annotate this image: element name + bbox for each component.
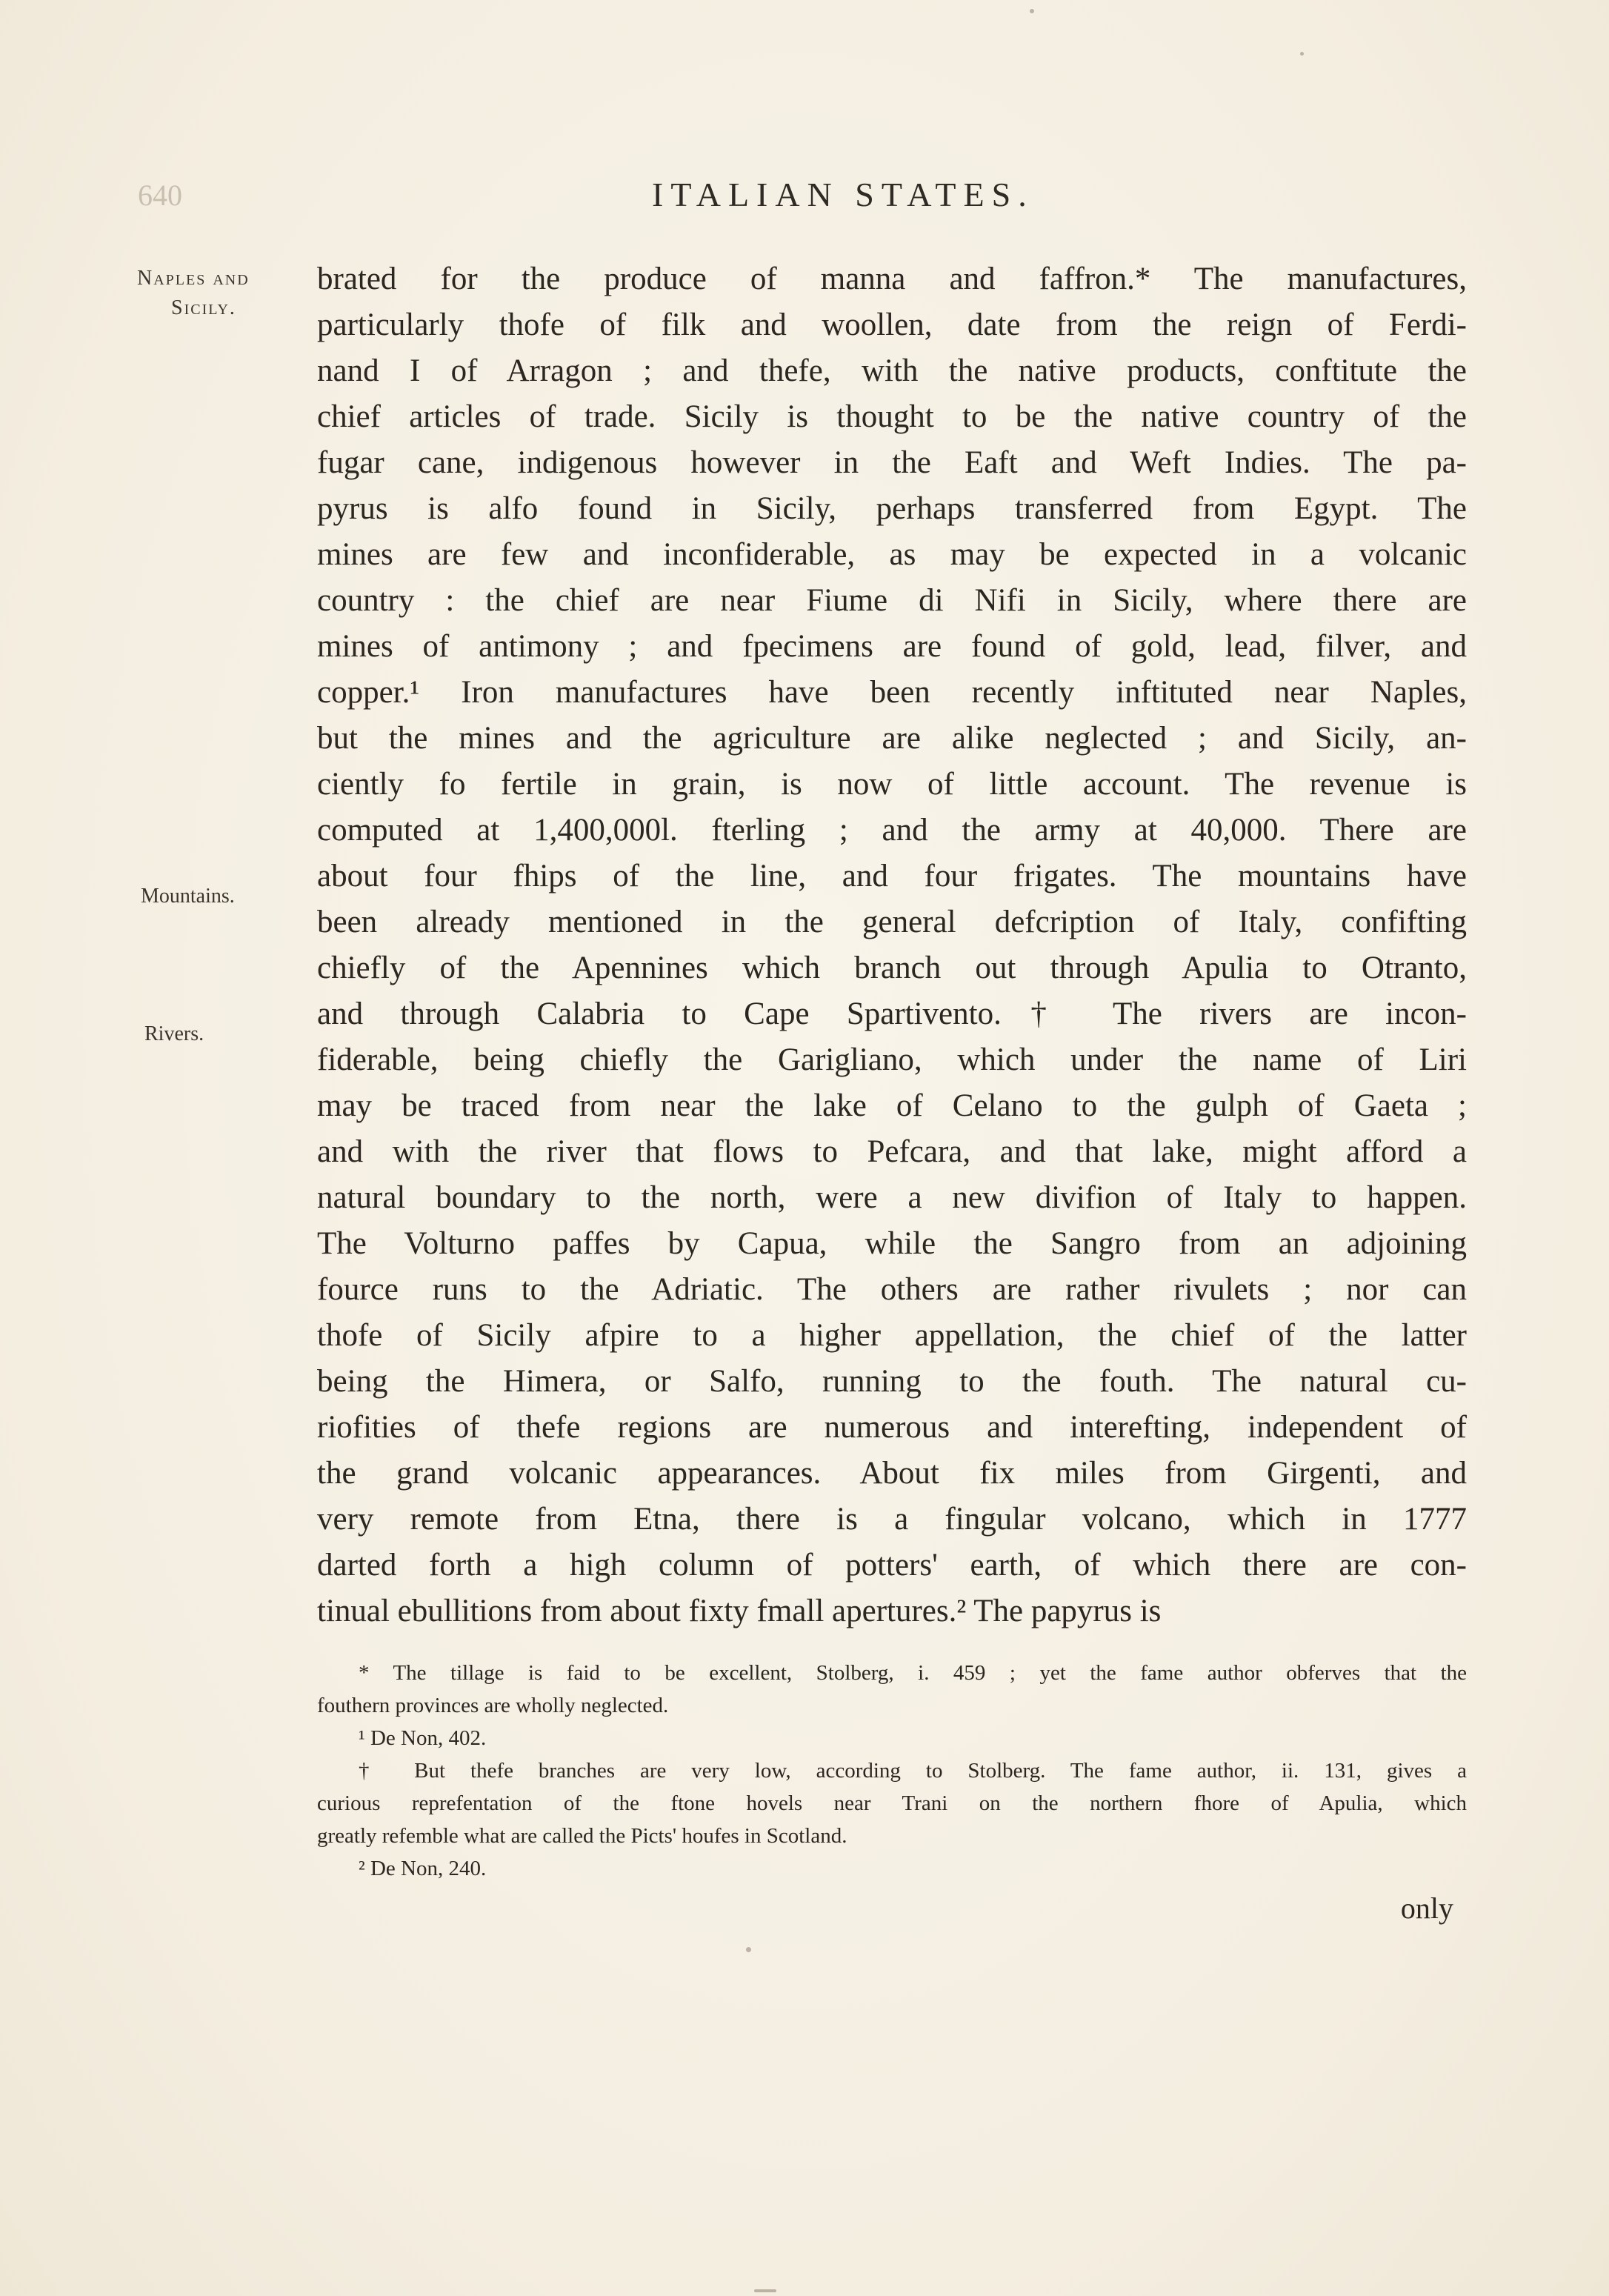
body-line: been already mentioned in the general defcription of Italy, confifting bbox=[317, 905, 1467, 939]
body-text bbox=[317, 256, 1467, 1634]
body-line: about four fhips of the line, and four frigates. The mountains have bbox=[317, 859, 1467, 894]
paper-speck bbox=[1030, 9, 1034, 13]
paper-speck bbox=[1300, 52, 1304, 56]
margin-note-rivers: Rivers. bbox=[144, 1022, 204, 1045]
body-line: fugar cane, indigenous however in the Eaft and Weft Indies. The pa- bbox=[317, 445, 1467, 480]
footnote-line: curious reprefentation of the ftone hovels near Trani on the northern fhore of Apulia, which bbox=[317, 1791, 1467, 1815]
body-line: mines of antimony ; and fpecimens are found of gold, lead, filver, and bbox=[317, 629, 1467, 664]
margin-note-naples-line2: Sicily. bbox=[171, 296, 236, 319]
body-line: pyrus is alfo found in Sicily, perhaps transferred from Egypt. The bbox=[317, 491, 1467, 526]
margin-note-mountains: Mountains. bbox=[141, 885, 235, 908]
paper-speck bbox=[754, 2289, 776, 2292]
body-line: The Volturno paffes by Capua, while the Sangro from an adjoining bbox=[317, 1226, 1467, 1261]
body-line: thofe of Sicily afpire to a higher appellation, the chief of the latter bbox=[317, 1318, 1467, 1353]
footnote-line: ² De Non, 240. bbox=[359, 1857, 487, 1880]
footnote-line: * The tillage is faid to be excellent, Stolberg, i. 459 ; yet the fame author obferves that the bbox=[359, 1661, 1467, 1685]
body-line: chiefly of the Apennines which branch out through Apulia to Otranto, bbox=[317, 951, 1467, 985]
footnotes bbox=[317, 1657, 1467, 1885]
body-line: mines are few and inconfiderable, as may be expected in a volcanic bbox=[317, 537, 1467, 572]
page-number: 640 bbox=[138, 179, 182, 212]
body-line: and with the river that flows to Pefcara, and that lake, might afford a bbox=[317, 1134, 1467, 1169]
body-line: chief articles of trade. Sicily is thought to be the native country of the bbox=[317, 399, 1467, 434]
body-line: country : the chief are near Fiume di Nifi in Sicily, where there are bbox=[317, 583, 1467, 618]
body-line: may be traced from near the lake of Celano to the gulph of Gaeta ; bbox=[317, 1088, 1467, 1123]
running-head: ITALIAN STATES. bbox=[652, 176, 1034, 213]
body-line: nand I of Arragon ; and thefe, with the native products, conftitute the bbox=[317, 353, 1467, 388]
body-line: darted forth a high column of potters' earth, of which there are con- bbox=[317, 1548, 1467, 1583]
margin-note-naples-sicily bbox=[137, 264, 307, 323]
body-line: fiderable, being chiefly the Garigliano, which under the name of Liri bbox=[317, 1042, 1467, 1077]
margin-note-naples-line1: Naples and bbox=[137, 267, 250, 290]
paper-speck bbox=[746, 1947, 751, 1952]
body-line: tinual ebullitions from about fixty fmall apertures.² The papyrus is bbox=[317, 1594, 1162, 1628]
footnote-line: ¹ De Non, 402. bbox=[359, 1726, 487, 1750]
body-line: ciently fo fertile in grain, is now of little account. The revenue is bbox=[317, 767, 1467, 802]
body-line: riofities of thefe regions are numerous and interefting, independent of bbox=[317, 1410, 1467, 1445]
footnote-line: fouthern provinces are wholly neglected. bbox=[317, 1694, 669, 1717]
body-line: being the Himera, or Salfo, running to the fouth. The natural cu- bbox=[317, 1364, 1467, 1399]
body-line: but the mines and the agriculture are alike neglected ; and Sicily, an- bbox=[317, 721, 1467, 756]
body-line: copper.¹ Iron manufactures have been recently inftituted near Naples, bbox=[317, 675, 1467, 710]
footnote-line: † But thefe branches are very low, according to Stolberg. The fame author, ii. 131, gives a bbox=[359, 1759, 1467, 1783]
body-line: very remote from Etna, there is a fingular volcano, which in 1777 bbox=[317, 1502, 1467, 1537]
catchword: only bbox=[1400, 1891, 1453, 1925]
body-line: brated for the produce of manna and faffron.* The manufactures, bbox=[317, 262, 1467, 296]
body-line: fource runs to the Adriatic. The others are rather rivulets ; nor can bbox=[317, 1272, 1467, 1307]
body-line: natural boundary to the north, were a new divifion of Italy to happen. bbox=[317, 1180, 1467, 1215]
body-line: computed at 1,400,000l. fterling ; and the army at 40,000. There are bbox=[317, 813, 1467, 848]
body-line: and through Calabria to Cape Spartivento.† The rivers are incon- bbox=[317, 996, 1467, 1031]
body-line: the grand volcanic appearances. About fix miles from Girgenti, and bbox=[317, 1456, 1467, 1491]
body-line: particularly thofe of filk and woollen, date from the reign of Ferdi- bbox=[317, 307, 1467, 342]
footnote-line: greatly refemble what are called the Picts' houfes in Scotland. bbox=[317, 1824, 847, 1848]
